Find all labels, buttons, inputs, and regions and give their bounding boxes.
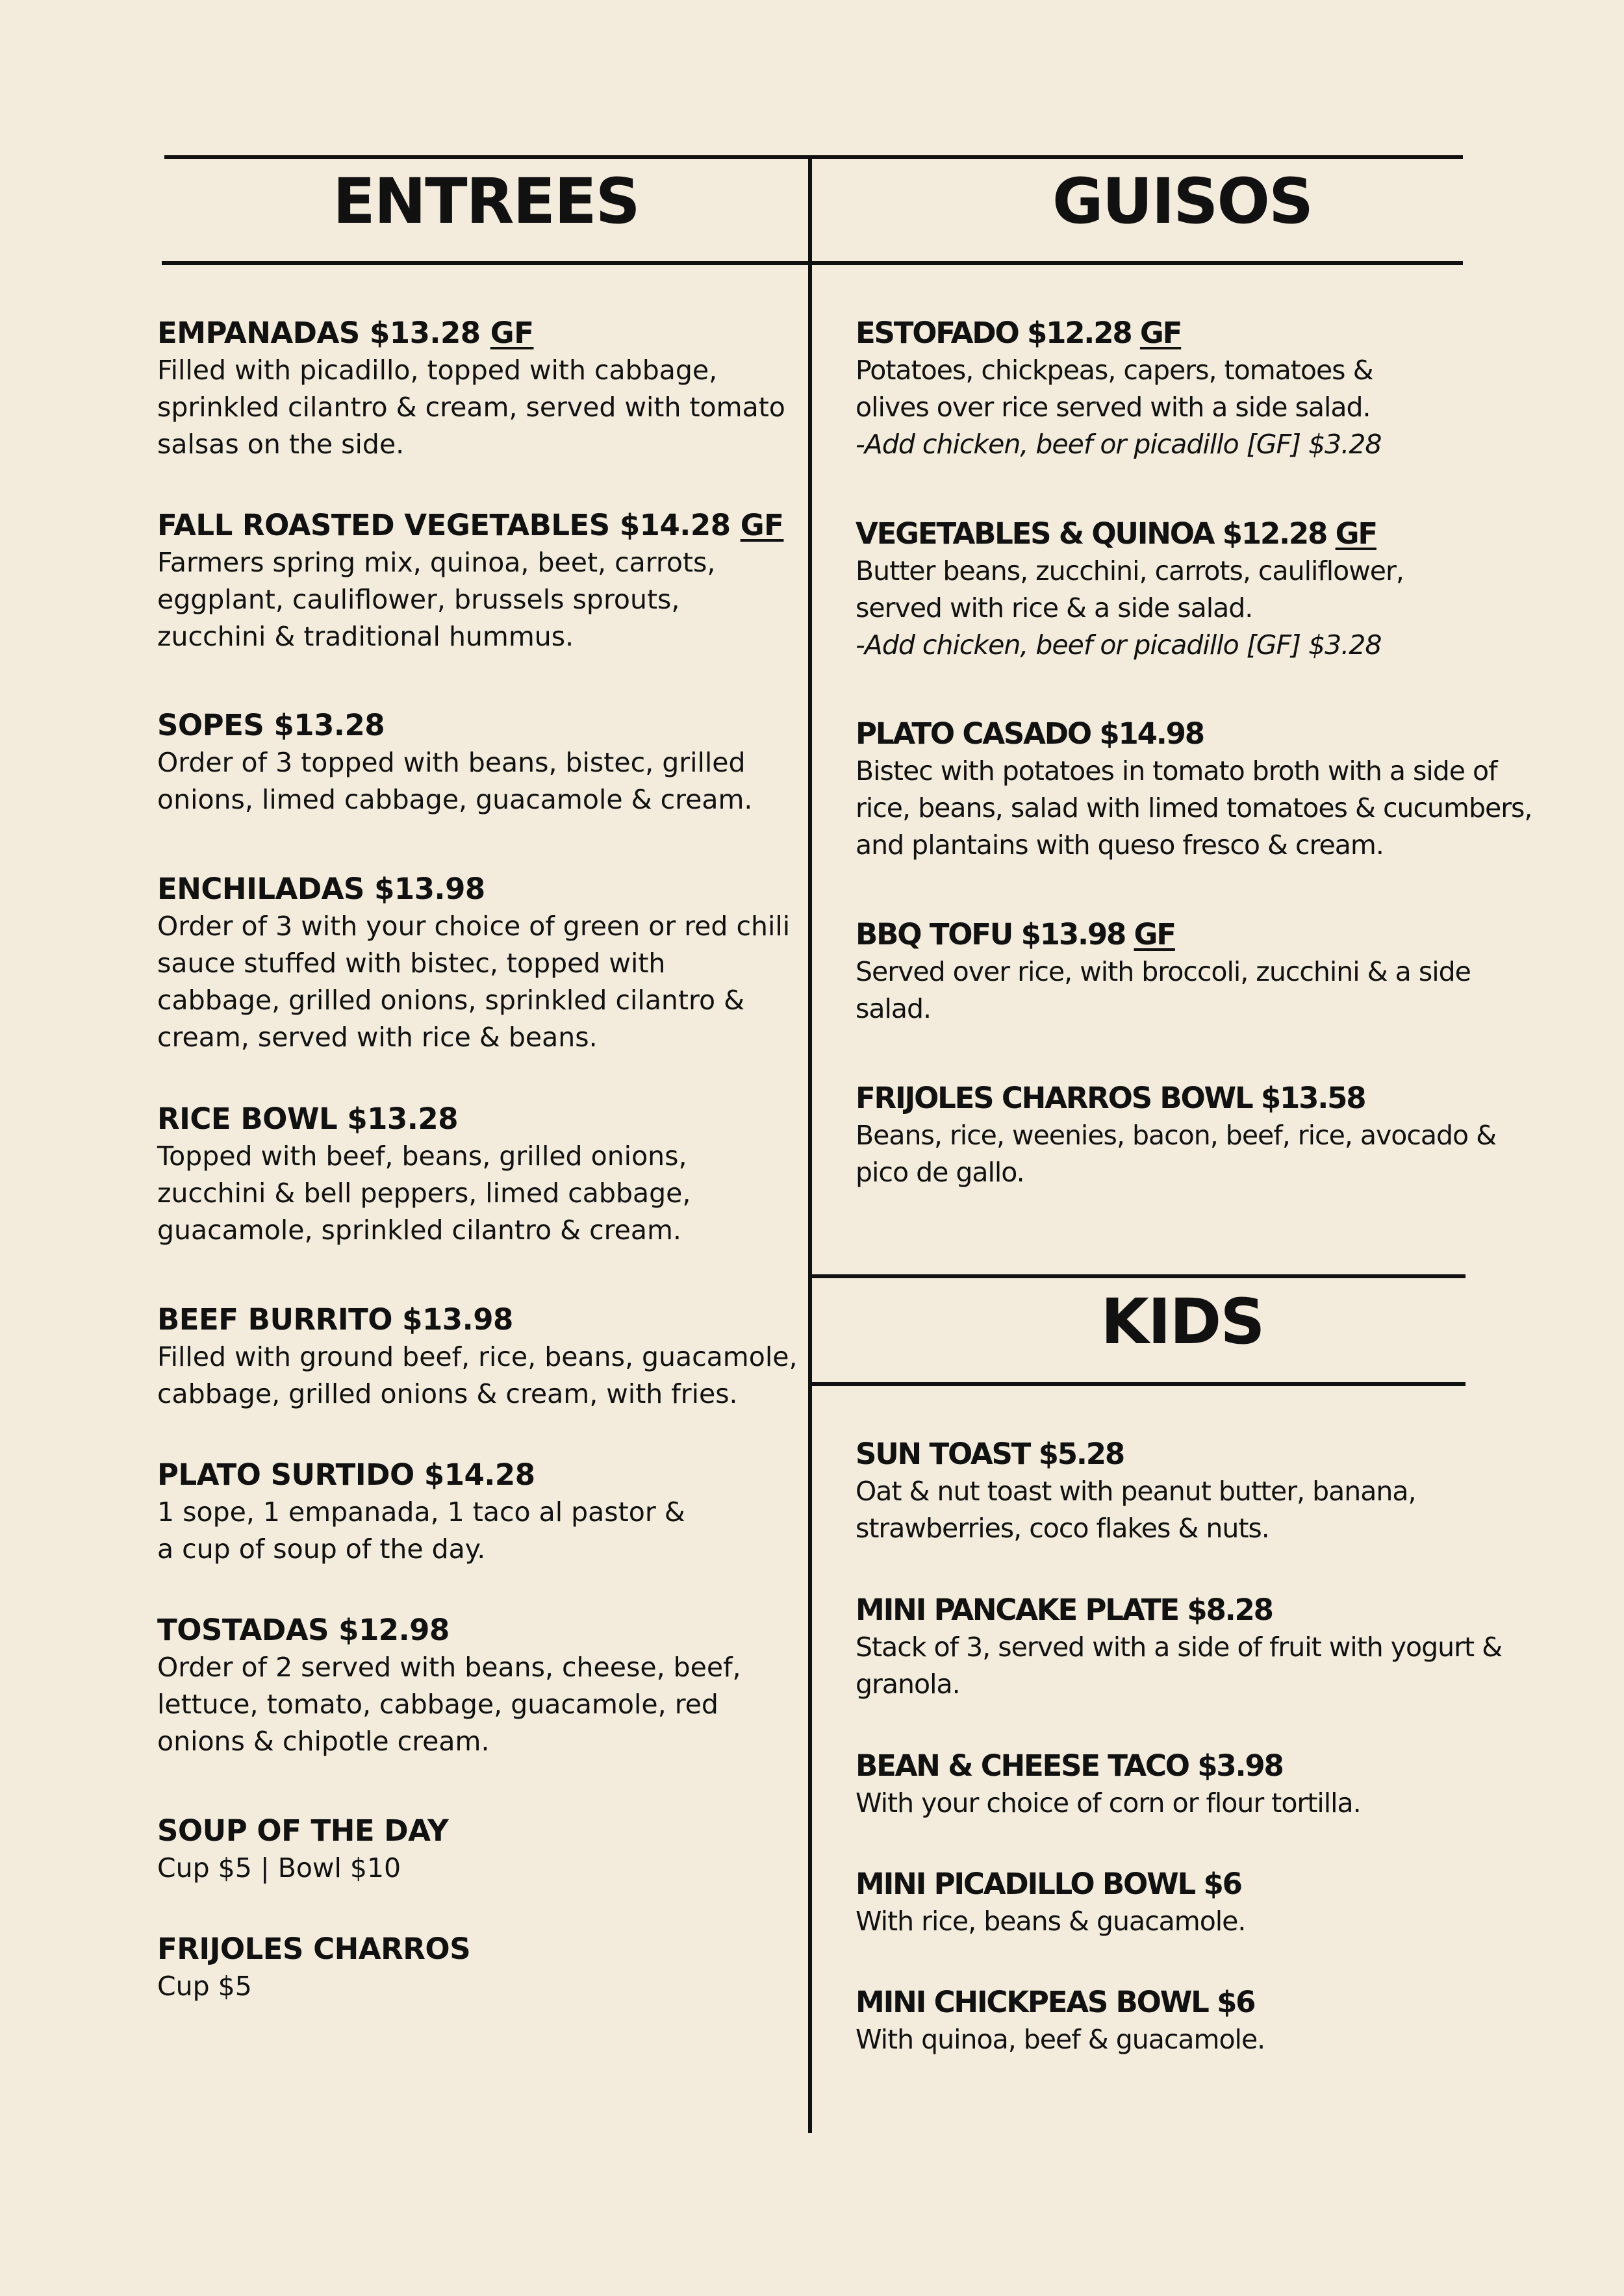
item-description-line: strawberries, coco flakes & nuts. <box>856 1513 1269 1544</box>
center-column-divider <box>808 155 812 2133</box>
entrees-title: ENTREES <box>333 165 639 238</box>
item-name: MINI PANCAKE PLATE $8.28 <box>856 1593 1273 1627</box>
item-name: ESTOFADO $12.28 <box>856 316 1132 350</box>
gf-badge: GF <box>490 316 534 350</box>
menu-item-vegetables-quinoa <box>856 515 1404 664</box>
item-description-line: onions, limed cabbage, guacamole & cream. <box>157 784 753 815</box>
item-description-line: a cup of soup of the day. <box>157 1533 486 1565</box>
item-description-line: Filled with ground beef, rice, beans, guacamole, <box>157 1341 798 1372</box>
item-name: BEAN & CHEESE TACO $3.98 <box>856 1748 1283 1783</box>
menu-item-plato-casado <box>856 715 1532 864</box>
top-divider <box>164 155 1463 159</box>
item-name: EMPANADAS $13.28 <box>157 316 481 350</box>
item-description-line: Filled with picadillo, topped with cabbage, <box>157 355 718 386</box>
item-addon-note: -Add chicken, beef or picadillo [GF] $3.28 <box>856 429 1382 460</box>
item-description-line: rice, beans, salad with limed tomatoes & cucumbers, <box>856 792 1532 824</box>
item-description-line: lettuce, tomato, cabbage, guacamole, red <box>157 1689 718 1720</box>
menu-item-mini-chickpeas-bowl <box>856 1984 1265 2058</box>
menu-item-rice-bowl <box>157 1100 691 1249</box>
item-description-line: guacamole, sprinkled cilantro & cream. <box>157 1215 681 1246</box>
item-description-line: granola. <box>856 1669 960 1700</box>
item-description-line: Order of 2 served with beans, cheese, beef, <box>157 1652 741 1683</box>
item-description-line: olives over rice served with a side salad. <box>856 392 1371 423</box>
item-description-line: sauce stuffed with bistec, topped with <box>157 948 666 979</box>
gf-badge: GF <box>1335 516 1377 551</box>
menu-item-estofado <box>856 314 1381 463</box>
item-description-line: Topped with beef, beans, grilled onions, <box>157 1141 687 1172</box>
item-description-line: Cup $5 <box>157 1971 252 2002</box>
gf-badge: GF <box>1139 316 1182 350</box>
menu-item-mini-pancake-plate <box>856 1591 1502 1703</box>
guisos-title: GUISOS <box>1052 165 1313 238</box>
menu-item-fall-roasted-vegetables <box>157 507 783 655</box>
item-name: RICE BOWL $13.28 <box>157 1102 459 1136</box>
item-name: VEGETABLES & QUINOA $12.28 <box>856 516 1327 551</box>
guisos-header-underline <box>810 261 1463 265</box>
item-description-line: zucchini & traditional hummus. <box>157 621 574 652</box>
item-description-line: cabbage, grilled onions, sprinkled cilantro & <box>157 985 745 1016</box>
item-name: SUN TOAST $5.28 <box>856 1437 1124 1471</box>
menu-item-bbq-tofu <box>856 916 1471 1028</box>
kids-header-overline <box>812 1274 1465 1278</box>
item-description-line: salad. <box>856 993 932 1024</box>
kids-header-underline <box>812 1382 1465 1386</box>
item-name: BBQ TOFU $13.98 <box>856 917 1126 952</box>
menu-item-frijoles-charros <box>157 1930 470 2005</box>
item-addon-note: -Add chicken, beef or picadillo [GF] $3.28 <box>856 629 1382 661</box>
item-description-line: Potatoes, chickpeas, capers, tomatoes & <box>856 355 1373 386</box>
item-name: FRIJOLES CHARROS BOWL $13.58 <box>856 1081 1365 1115</box>
item-description-line: Bistec with potatoes in tomato broth with a side of <box>856 755 1497 787</box>
item-name: SOUP OF THE DAY <box>157 1813 449 1848</box>
item-description-line: Served over rice, with broccoli, zucchini & a side <box>856 956 1471 987</box>
item-name: FALL ROASTED VEGETABLES $14.28 <box>157 508 731 542</box>
menu-item-beef-burrito <box>157 1301 797 1413</box>
menu-item-mini-picadillo-bowl <box>856 1865 1245 1940</box>
menu-item-frijoles-charros-bowl <box>856 1079 1496 1191</box>
item-description-line: served with rice & a side salad. <box>856 592 1253 624</box>
item-description-line: zucchini & bell peppers, limed cabbage, <box>157 1178 691 1209</box>
item-name: TOSTADAS $12.98 <box>157 1613 450 1647</box>
item-description-line: cream, served with rice & beans. <box>157 1022 598 1053</box>
gf-badge: GF <box>1134 917 1175 952</box>
item-description-line: Beans, rice, weenies, bacon, beef, rice, avocado & <box>856 1120 1497 1151</box>
kids-title: KIDS <box>1100 1285 1264 1358</box>
entrees-header-underline <box>162 261 810 265</box>
menu-item-soup-of-the-day <box>157 1812 448 1887</box>
menu-item-sun-toast <box>856 1435 1416 1547</box>
menu-item-empanadas <box>157 314 785 463</box>
item-description-line: Cup $5 | Bowl $10 <box>157 1852 401 1884</box>
item-description-line: With quinoa, beef & guacamole. <box>856 2024 1265 2055</box>
item-description-line: and plantains with queso fresco & cream. <box>856 829 1384 861</box>
item-description-line: sprinkled cilantro & cream, served with tomato <box>157 392 785 423</box>
menu-item-enchiladas <box>157 870 790 1056</box>
item-description-line: Order of 3 topped with beans, bistec, grilled <box>157 747 746 778</box>
menu-item-sopes <box>157 707 752 818</box>
item-name: ENCHILADAS $13.98 <box>157 872 485 906</box>
item-description-line: Farmers spring mix, quinoa, beet, carrots, <box>157 547 716 578</box>
item-description-line: Order of 3 with your choice of green or red chili <box>157 911 791 942</box>
menu-item-tostadas <box>157 1611 741 1760</box>
item-description-line: eggplant, cauliflower, brussels sprouts, <box>157 584 680 615</box>
item-description-line: Oat & nut toast with peanut butter, banana, <box>856 1476 1416 1507</box>
item-name: PLATO SURTIDO $14.28 <box>157 1457 535 1492</box>
item-name: FRIJOLES CHARROS <box>157 1932 471 1966</box>
item-description-line: cabbage, grilled onions & cream, with fries. <box>157 1378 738 1409</box>
item-name: PLATO CASADO $14.98 <box>856 716 1204 751</box>
item-name: MINI PICADILLO BOWL $6 <box>856 1867 1241 1901</box>
menu-item-plato-surtido <box>157 1456 685 1568</box>
item-description-line: 1 sope, 1 empanada, 1 taco al pastor & <box>157 1496 685 1528</box>
gf-badge: GF <box>740 508 784 542</box>
item-description-line: Stack of 3, served with a side of fruit with yogurt & <box>856 1632 1503 1663</box>
item-description-line: onions & chipotle cream. <box>157 1726 490 1757</box>
menu-item-bean-cheese-taco <box>856 1747 1361 1822</box>
item-description-line: With rice, beans & guacamole. <box>856 1906 1246 1937</box>
item-name: MINI CHICKPEAS BOWL $6 <box>856 1985 1255 2019</box>
item-name: SOPES $13.28 <box>157 708 385 742</box>
item-description-line: With your choice of corn or flour tortilla. <box>856 1787 1361 1819</box>
item-description-line: salsas on the side. <box>157 429 405 460</box>
item-description-line: Butter beans, zucchini, carrots, cauliflower, <box>856 555 1404 587</box>
item-description-line: pico de gallo. <box>856 1157 1024 1188</box>
item-name: BEEF BURRITO $13.98 <box>157 1302 513 1337</box>
